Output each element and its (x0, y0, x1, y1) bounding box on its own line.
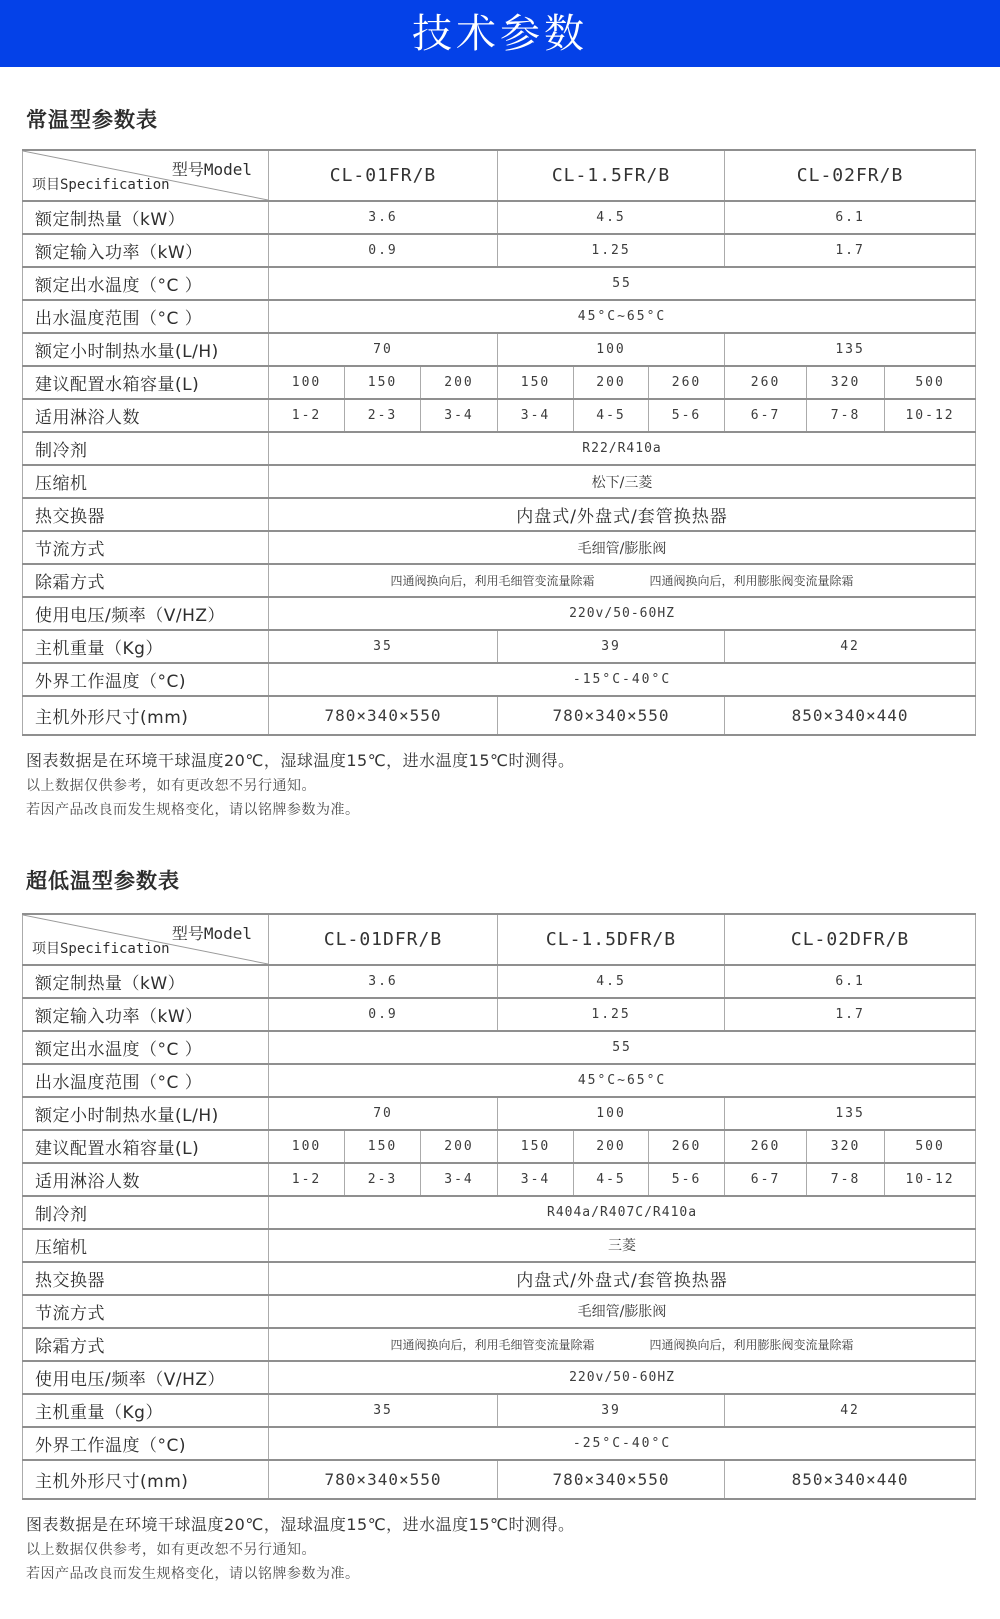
cell-shower-people: 3-4 (421, 399, 498, 432)
row-label-compressor: 压缩机 (23, 1229, 269, 1262)
cell-outlet-temp-range: 45°C~65°C (269, 300, 976, 333)
cell-hourly-hot-water: 135 (725, 333, 976, 366)
cell-tank-capacity: 150 (498, 1130, 574, 1163)
cell-tank-capacity: 500 (885, 1130, 976, 1163)
corner-cell (23, 150, 269, 201)
note-line: 若因产品改良而发生规格变化，请以铭牌参数为准。 (26, 802, 360, 819)
cell-rated-outlet-temp: 55 (269, 267, 976, 300)
cell-unit-weight: 39 (498, 1394, 725, 1427)
cell-unit-dimensions: 850×340×440 (725, 1460, 976, 1499)
cell-rated-heating: 6.1 (725, 965, 976, 998)
defrost-text: 四通阀换向后，利用膨胀阀变流量除霜 (649, 1337, 854, 1352)
row-label-heat-exchanger: 热交换器 (23, 1262, 269, 1295)
note-line: 图表数据是在环境干球温度20℃，湿球温度15℃，进水温度15℃时测得。 (26, 751, 575, 770)
cell-compressor: 松下/三菱 (269, 465, 976, 498)
cell-tank-capacity: 100 (269, 366, 345, 399)
section-heading-normal: 常温型参数表 (26, 108, 158, 132)
cell-tank-capacity: 200 (574, 1130, 649, 1163)
table-row-tank-capacity (23, 366, 976, 399)
cell-rated-outlet-temp: 55 (269, 1031, 976, 1064)
table-row-refrigerant (23, 1196, 976, 1229)
row-label-tank-capacity: 建议配置水箱容量(L) (23, 1130, 269, 1163)
table-row-hourly-hot-water (23, 333, 976, 366)
cell-refrigerant: R22/R410a (269, 432, 976, 465)
cell-hourly-hot-water: 70 (269, 1097, 498, 1130)
row-label-refrigerant: 制冷剂 (23, 432, 269, 465)
row-label-rated-input-power: 额定输入功率（kW） (23, 234, 269, 267)
spec-table (22, 149, 976, 736)
table-row-refrigerant (23, 432, 976, 465)
row-label-unit-weight: 主机重量（Kg） (23, 630, 269, 663)
row-label-hourly-hot-water: 额定小时制热水量(L/H) (23, 333, 269, 366)
table-row-heat-exchanger (23, 498, 976, 531)
table-row-unit-dimensions (23, 1460, 976, 1499)
table-row-outlet-temp-range (23, 300, 976, 333)
cell-tank-capacity: 260 (649, 366, 725, 399)
cell-shower-people: 5-6 (649, 399, 725, 432)
cell-shower-people: 6-7 (725, 399, 807, 432)
cell-shower-people: 7-8 (807, 1163, 885, 1196)
row-label-unit-dimensions: 主机外形尺寸(mm) (23, 1460, 269, 1499)
cell-shower-people: 10-12 (885, 399, 976, 432)
cell-tank-capacity: 200 (421, 1130, 498, 1163)
note-line: 若因产品改良而发生规格变化，请以铭牌参数为准。 (26, 1566, 360, 1583)
cell-ambient-temp: -15°C-40°C (269, 663, 976, 696)
row-label-ambient-temp: 外界工作温度（°C) (23, 1427, 269, 1460)
corner-cell (23, 914, 269, 965)
corner-model-label: 型号Model (171, 160, 252, 179)
model-header: CL-01FR/B (269, 150, 498, 201)
table-row-defrost-mode (23, 1328, 976, 1361)
row-label-rated-heating: 额定制热量（kW） (23, 201, 269, 234)
table-row-rated-heating (23, 965, 976, 998)
table-row-defrost-mode (23, 564, 976, 597)
cell-rated-heating: 3.6 (269, 965, 498, 998)
content (0, 104, 1000, 1619)
cell-unit-dimensions: 780×340×550 (498, 1460, 725, 1499)
row-label-defrost-mode: 除霜方式 (23, 564, 269, 597)
table-row-unit-dimensions (23, 696, 976, 735)
table-notes-normal (26, 749, 978, 821)
section-low-temp (22, 865, 978, 1585)
note-line: 以上数据仅供参考，如有更改恕不另行通知。 (26, 778, 316, 795)
row-label-shower-people: 适用淋浴人数 (23, 1163, 269, 1196)
cell-hourly-hot-water: 70 (269, 333, 498, 366)
cell-tank-capacity: 320 (807, 1130, 885, 1163)
spec-table-normal-wrap (22, 149, 978, 736)
cell-hourly-hot-water: 135 (725, 1097, 976, 1130)
cell-refrigerant: R404a/R407C/R410a (269, 1196, 976, 1229)
cell-rated-heating: 4.5 (498, 201, 725, 234)
row-label-outlet-temp-range: 出水温度范围（°C ） (23, 1064, 269, 1097)
row-label-hourly-hot-water: 额定小时制热水量(L/H) (23, 1097, 269, 1130)
corner-spec-label: 项目Specification (32, 177, 170, 193)
cell-shower-people: 4-5 (574, 399, 649, 432)
cell-shower-people: 7-8 (807, 399, 885, 432)
cell-shower-people: 5-6 (649, 1163, 725, 1196)
table-row-shower-people (23, 399, 976, 432)
table-header-row (23, 914, 976, 965)
row-label-rated-outlet-temp: 额定出水温度（°C ） (23, 267, 269, 300)
note-line: 以上数据仅供参考，如有更改恕不另行通知。 (26, 1541, 316, 1558)
cell-throttle-mode: 毛细管/膨胀阀 (269, 1295, 976, 1328)
table-row-heat-exchanger (23, 1262, 976, 1295)
cell-unit-dimensions: 780×340×550 (269, 696, 498, 735)
section-normal-temp (22, 104, 978, 821)
table-row-hourly-hot-water (23, 1097, 976, 1130)
table-row-rated-outlet-temp (23, 267, 976, 300)
model-header: CL-01DFR/B (269, 914, 498, 965)
cell-rated-input-power: 0.9 (269, 234, 498, 267)
cell-hourly-hot-water: 100 (498, 333, 725, 366)
cell-rated-input-power: 1.7 (725, 998, 976, 1031)
cell-hourly-hot-water: 100 (498, 1097, 725, 1130)
table-row-unit-weight (23, 1394, 976, 1427)
cell-shower-people: 1-2 (269, 399, 345, 432)
table-row-tank-capacity (23, 1130, 976, 1163)
cell-unit-dimensions: 850×340×440 (725, 696, 976, 735)
table-row-ambient-temp (23, 663, 976, 696)
note-line: 图表数据是在环境干球温度20℃，湿球温度15℃，进水温度15℃时测得。 (26, 1514, 575, 1534)
table-row-throttle-mode (23, 1295, 976, 1328)
row-label-throttle-mode: 节流方式 (23, 531, 269, 564)
row-label-unit-dimensions: 主机外形尺寸(mm) (23, 696, 269, 735)
cell-throttle-mode: 毛细管/膨胀阀 (269, 531, 976, 564)
cell-defrost-mode (269, 564, 976, 597)
cell-unit-dimensions: 780×340×550 (269, 1460, 498, 1499)
table-row-rated-input-power (23, 998, 976, 1031)
cell-tank-capacity: 200 (421, 366, 498, 399)
row-label-rated-input-power: 额定输入功率（kW） (23, 998, 269, 1031)
table-notes-low (26, 1513, 978, 1585)
cell-tank-capacity: 150 (345, 1130, 421, 1163)
row-label-voltage-frequency: 使用电压/频率（V/HZ） (23, 1361, 269, 1394)
cell-tank-capacity: 500 (885, 366, 976, 399)
cell-defrost-mode (269, 1328, 976, 1361)
row-label-compressor: 压缩机 (23, 465, 269, 498)
table-row-rated-outlet-temp (23, 1031, 976, 1064)
model-header: CL-02DFR/B (725, 914, 976, 965)
cell-shower-people: 2-3 (345, 1163, 421, 1196)
cell-tank-capacity: 260 (649, 1130, 725, 1163)
row-label-voltage-frequency: 使用电压/频率（V/HZ） (23, 597, 269, 630)
row-label-tank-capacity: 建议配置水箱容量(L) (23, 366, 269, 399)
cell-tank-capacity: 260 (725, 366, 807, 399)
table-row-unit-weight (23, 630, 976, 663)
row-label-rated-outlet-temp: 额定出水温度（°C ） (23, 1031, 269, 1064)
row-label-heat-exchanger: 热交换器 (23, 498, 269, 531)
row-label-defrost-mode: 除霜方式 (23, 1328, 269, 1361)
cell-shower-people: 3-4 (421, 1163, 498, 1196)
table-row-ambient-temp (23, 1427, 976, 1460)
cell-shower-people: 10-12 (885, 1163, 976, 1196)
cell-rated-heating: 4.5 (498, 965, 725, 998)
corner-model-label: 型号Model (171, 923, 252, 943)
row-label-throttle-mode: 节流方式 (23, 1295, 269, 1328)
row-label-shower-people: 适用淋浴人数 (23, 399, 269, 432)
model-header: CL-1.5FR/B (498, 150, 725, 201)
cell-ambient-temp: -25°C-40°C (269, 1427, 976, 1460)
defrost-texts (269, 1336, 975, 1353)
table-row-compressor (23, 1229, 976, 1262)
table-row-voltage-frequency (23, 1361, 976, 1394)
cell-voltage-frequency: 220v/50-60HZ (269, 597, 976, 630)
table-row-rated-input-power (23, 234, 976, 267)
cell-tank-capacity: 260 (725, 1130, 807, 1163)
cell-unit-weight: 42 (725, 630, 976, 663)
table-row-shower-people (23, 1163, 976, 1196)
cell-heat-exchanger: 内盘式/外盘式/套管换热器 (269, 498, 976, 531)
row-label-ambient-temp: 外界工作温度（°C) (23, 663, 269, 696)
table-header-row (23, 150, 976, 201)
spec-table (22, 913, 976, 1500)
cell-shower-people: 3-4 (498, 1163, 574, 1196)
cell-unit-weight: 42 (725, 1394, 976, 1427)
table-row-throttle-mode (23, 531, 976, 564)
cell-unit-dimensions: 780×340×550 (498, 696, 725, 735)
row-label-unit-weight: 主机重量（Kg） (23, 1394, 269, 1427)
table-row-compressor (23, 465, 976, 498)
cell-compressor: 三菱 (269, 1229, 976, 1262)
row-label-rated-heating: 额定制热量（kW） (23, 965, 269, 998)
header-banner (0, 0, 1000, 67)
defrost-text: 四通阀换向后，利用毛细管变流量除霜 (390, 1337, 595, 1352)
cell-rated-heating: 6.1 (725, 201, 976, 234)
model-header: CL-1.5DFR/B (498, 914, 725, 965)
spec-table-low-wrap (22, 913, 978, 1500)
table-row-voltage-frequency (23, 597, 976, 630)
cell-rated-input-power: 0.9 (269, 998, 498, 1031)
cell-unit-weight: 35 (269, 630, 498, 663)
cell-unit-weight: 39 (498, 630, 725, 663)
cell-rated-heating: 3.6 (269, 201, 498, 234)
cell-unit-weight: 35 (269, 1394, 498, 1427)
cell-rated-input-power: 1.25 (498, 998, 725, 1031)
cell-shower-people: 6-7 (725, 1163, 807, 1196)
table-row-rated-heating (23, 201, 976, 234)
section-heading-low: 超低温型参数表 (26, 868, 180, 893)
cell-shower-people: 4-5 (574, 1163, 649, 1196)
cell-rated-input-power: 1.25 (498, 234, 725, 267)
row-label-outlet-temp-range: 出水温度范围（°C ） (23, 300, 269, 333)
table-row-outlet-temp-range (23, 1064, 976, 1097)
cell-tank-capacity: 150 (345, 366, 421, 399)
page-title: 技术参数 (412, 10, 588, 57)
cell-outlet-temp-range: 45°C~65°C (269, 1064, 976, 1097)
defrost-text: 四通阀换向后，利用膨胀阀变流量除霜 (649, 574, 854, 588)
row-label-refrigerant: 制冷剂 (23, 1196, 269, 1229)
cell-voltage-frequency: 220v/50-60HZ (269, 1361, 976, 1394)
defrost-texts (269, 572, 975, 589)
cell-rated-input-power: 1.7 (725, 234, 976, 267)
cell-shower-people: 3-4 (498, 399, 574, 432)
cell-shower-people: 2-3 (345, 399, 421, 432)
model-header: CL-02FR/B (725, 150, 976, 201)
cell-shower-people: 1-2 (269, 1163, 345, 1196)
cell-tank-capacity: 100 (269, 1130, 345, 1163)
cell-tank-capacity: 150 (498, 366, 574, 399)
defrost-text: 四通阀换向后，利用毛细管变流量除霜 (390, 574, 595, 588)
cell-heat-exchanger: 内盘式/外盘式/套管换热器 (269, 1262, 976, 1295)
corner-spec-label: 项目Specification (32, 940, 170, 957)
cell-tank-capacity: 320 (807, 366, 885, 399)
cell-tank-capacity: 200 (574, 366, 649, 399)
